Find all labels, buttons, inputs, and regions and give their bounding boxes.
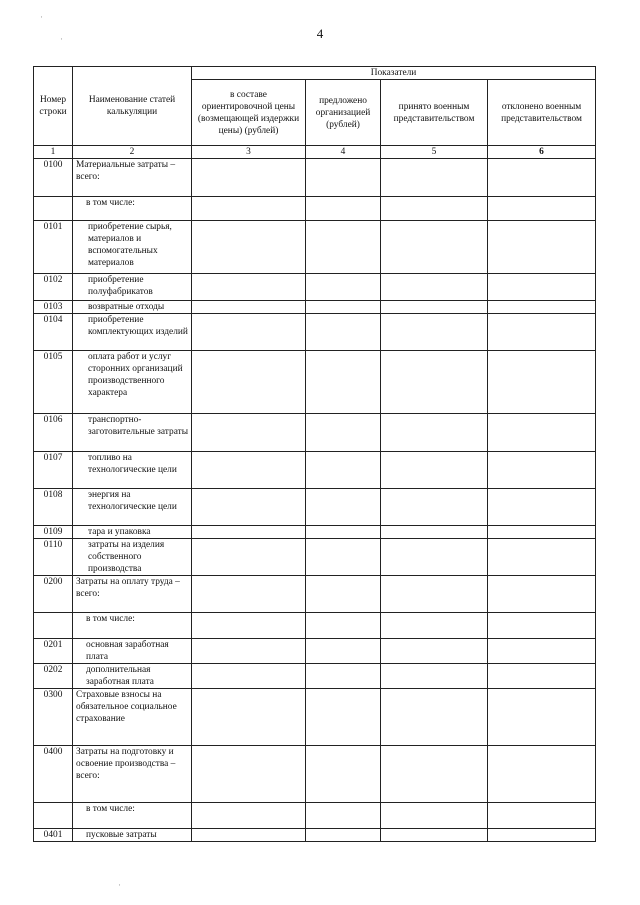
cell-accepted <box>381 539 488 576</box>
cell-proposed <box>306 664 381 689</box>
row-code: 0107 <box>34 452 73 489</box>
row-name: дополнительная заработная плата <box>73 664 192 689</box>
table-row <box>34 489 596 526</box>
header-rejected: отклонено военным представительством <box>488 80 596 146</box>
cell-proposed <box>306 689 381 746</box>
header-indicators: Показатели <box>192 67 596 80</box>
cell-rejected <box>488 274 596 301</box>
cell-proposed <box>306 452 381 489</box>
cell-in-price <box>192 526 306 539</box>
cell-accepted <box>381 576 488 613</box>
table-row <box>34 639 596 664</box>
scan-speck: · <box>118 880 121 890</box>
row-code: 0105 <box>34 351 73 414</box>
table-row <box>34 746 596 803</box>
cell-rejected <box>488 664 596 689</box>
row-name: в том числе: <box>73 613 192 639</box>
table-row <box>34 539 596 576</box>
row-name: Затраты на оплату труда – всего: <box>73 576 192 613</box>
cell-accepted <box>381 664 488 689</box>
row-code: 0400 <box>34 746 73 803</box>
cell-rejected <box>488 746 596 803</box>
column-number: 5 <box>381 146 488 159</box>
row-name: топливо на технологические цели <box>73 452 192 489</box>
row-name: энергия на технологические цели <box>73 489 192 526</box>
scan-speck: · <box>60 34 63 44</box>
cell-rejected <box>488 351 596 414</box>
cell-accepted <box>381 526 488 539</box>
table-row <box>34 613 596 639</box>
row-name: транспортно-заготовительные затраты <box>73 414 192 452</box>
table-row <box>34 351 596 414</box>
cell-accepted <box>381 274 488 301</box>
row-name: приобретение полуфабрикатов <box>73 274 192 301</box>
cell-proposed <box>306 539 381 576</box>
row-name: Затраты на подготовку и освоение производства – всего: <box>73 746 192 803</box>
cell-proposed <box>306 829 381 842</box>
table-row <box>34 664 596 689</box>
row-code: 0202 <box>34 664 73 689</box>
row-code <box>34 803 73 829</box>
cell-accepted <box>381 746 488 803</box>
row-name: оплата работ и услуг сторонних организаций производственного характера <box>73 351 192 414</box>
cell-accepted <box>381 351 488 414</box>
row-code: 0104 <box>34 314 73 351</box>
cell-in-price <box>192 576 306 613</box>
cell-rejected <box>488 197 596 221</box>
cell-proposed <box>306 351 381 414</box>
row-code: 0110 <box>34 539 73 576</box>
cell-proposed <box>306 803 381 829</box>
cell-accepted <box>381 639 488 664</box>
cell-rejected <box>488 539 596 576</box>
cell-proposed <box>306 489 381 526</box>
cell-in-price <box>192 351 306 414</box>
cell-in-price <box>192 664 306 689</box>
row-name: Страховые взносы на обязательное социальное страхование <box>73 689 192 746</box>
cell-rejected <box>488 301 596 314</box>
cell-accepted <box>381 221 488 274</box>
cell-accepted <box>381 301 488 314</box>
cell-in-price <box>192 689 306 746</box>
header-accepted: принято военным представительством <box>381 80 488 146</box>
row-name: пусковые затраты <box>73 829 192 842</box>
cell-proposed <box>306 197 381 221</box>
cell-in-price <box>192 829 306 842</box>
cell-in-price <box>192 301 306 314</box>
cell-proposed <box>306 159 381 197</box>
table-row <box>34 452 596 489</box>
row-code: 0100 <box>34 159 73 197</box>
scan-speck: · <box>40 12 43 22</box>
cell-rejected <box>488 314 596 351</box>
row-code: 0300 <box>34 689 73 746</box>
cell-accepted <box>381 689 488 746</box>
cell-rejected <box>488 221 596 274</box>
row-code: 0103 <box>34 301 73 314</box>
table-row <box>34 526 596 539</box>
row-code: 0201 <box>34 639 73 664</box>
column-number: 6 <box>488 146 596 159</box>
cell-in-price <box>192 414 306 452</box>
cell-rejected <box>488 576 596 613</box>
table-row <box>34 159 596 197</box>
cell-proposed <box>306 414 381 452</box>
row-name: Материальные затраты – всего: <box>73 159 192 197</box>
cell-accepted <box>381 159 488 197</box>
table-row <box>34 197 596 221</box>
cell-accepted <box>381 314 488 351</box>
header-proposed: предложено организацией (рублей) <box>306 80 381 146</box>
row-code: 0101 <box>34 221 73 274</box>
cell-rejected <box>488 452 596 489</box>
cell-proposed <box>306 221 381 274</box>
cell-rejected <box>488 639 596 664</box>
header-row-number: Номер строки <box>34 67 73 146</box>
cell-in-price <box>192 746 306 803</box>
table-row <box>34 689 596 746</box>
table-row <box>34 274 596 301</box>
cell-accepted <box>381 829 488 842</box>
cell-in-price <box>192 539 306 576</box>
header-in-price: в составе ориентировочной цены (возмещающей издержки цены) (рублей) <box>192 80 306 146</box>
table-row <box>34 414 596 452</box>
cell-accepted <box>381 197 488 221</box>
table-row <box>34 829 596 842</box>
cell-proposed <box>306 613 381 639</box>
cell-accepted <box>381 489 488 526</box>
row-name: тара и упаковка <box>73 526 192 539</box>
cell-proposed <box>306 314 381 351</box>
table-row <box>34 803 596 829</box>
header-item-name: Наименование статей калькуляции <box>73 67 192 146</box>
row-code: 0108 <box>34 489 73 526</box>
cell-in-price <box>192 314 306 351</box>
row-code <box>34 197 73 221</box>
cell-proposed <box>306 746 381 803</box>
row-code: 0106 <box>34 414 73 452</box>
cell-in-price <box>192 274 306 301</box>
cell-rejected <box>488 526 596 539</box>
column-number: 4 <box>306 146 381 159</box>
cell-in-price <box>192 159 306 197</box>
row-code: 0401 <box>34 829 73 842</box>
cell-rejected <box>488 489 596 526</box>
calculation-table <box>33 66 596 842</box>
table-row <box>34 221 596 274</box>
cell-proposed <box>306 639 381 664</box>
row-name: основная заработная плата <box>73 639 192 664</box>
cell-proposed <box>306 274 381 301</box>
cell-proposed <box>306 576 381 613</box>
table-row <box>34 576 596 613</box>
column-number: 2 <box>73 146 192 159</box>
cell-rejected <box>488 689 596 746</box>
row-code: 0102 <box>34 274 73 301</box>
cell-in-price <box>192 452 306 489</box>
cell-accepted <box>381 414 488 452</box>
row-name: затраты на изделия собственного производства <box>73 539 192 576</box>
row-name: приобретение комплектующих изделий <box>73 314 192 351</box>
cell-in-price <box>192 613 306 639</box>
cell-in-price <box>192 803 306 829</box>
table-row <box>34 301 596 314</box>
cell-in-price <box>192 489 306 526</box>
cell-accepted <box>381 452 488 489</box>
cell-in-price <box>192 639 306 664</box>
cell-in-price <box>192 197 306 221</box>
cell-proposed <box>306 526 381 539</box>
cell-rejected <box>488 159 596 197</box>
row-name: в том числе: <box>73 803 192 829</box>
column-number: 1 <box>34 146 73 159</box>
cell-rejected <box>488 414 596 452</box>
table-row <box>34 314 596 351</box>
cell-proposed <box>306 301 381 314</box>
row-code <box>34 613 73 639</box>
cell-rejected <box>488 803 596 829</box>
row-code: 0200 <box>34 576 73 613</box>
row-code: 0109 <box>34 526 73 539</box>
cell-accepted <box>381 803 488 829</box>
page-number: 4 <box>316 26 324 41</box>
cell-rejected <box>488 613 596 639</box>
row-name: возвратные отходы <box>73 301 192 314</box>
row-name: приобретение сырья, материалов и вспомогательных материалов <box>73 221 192 274</box>
cell-accepted <box>381 613 488 639</box>
cell-rejected <box>488 829 596 842</box>
row-name: в том числе: <box>73 197 192 221</box>
cell-in-price <box>192 221 306 274</box>
column-number: 3 <box>192 146 306 159</box>
